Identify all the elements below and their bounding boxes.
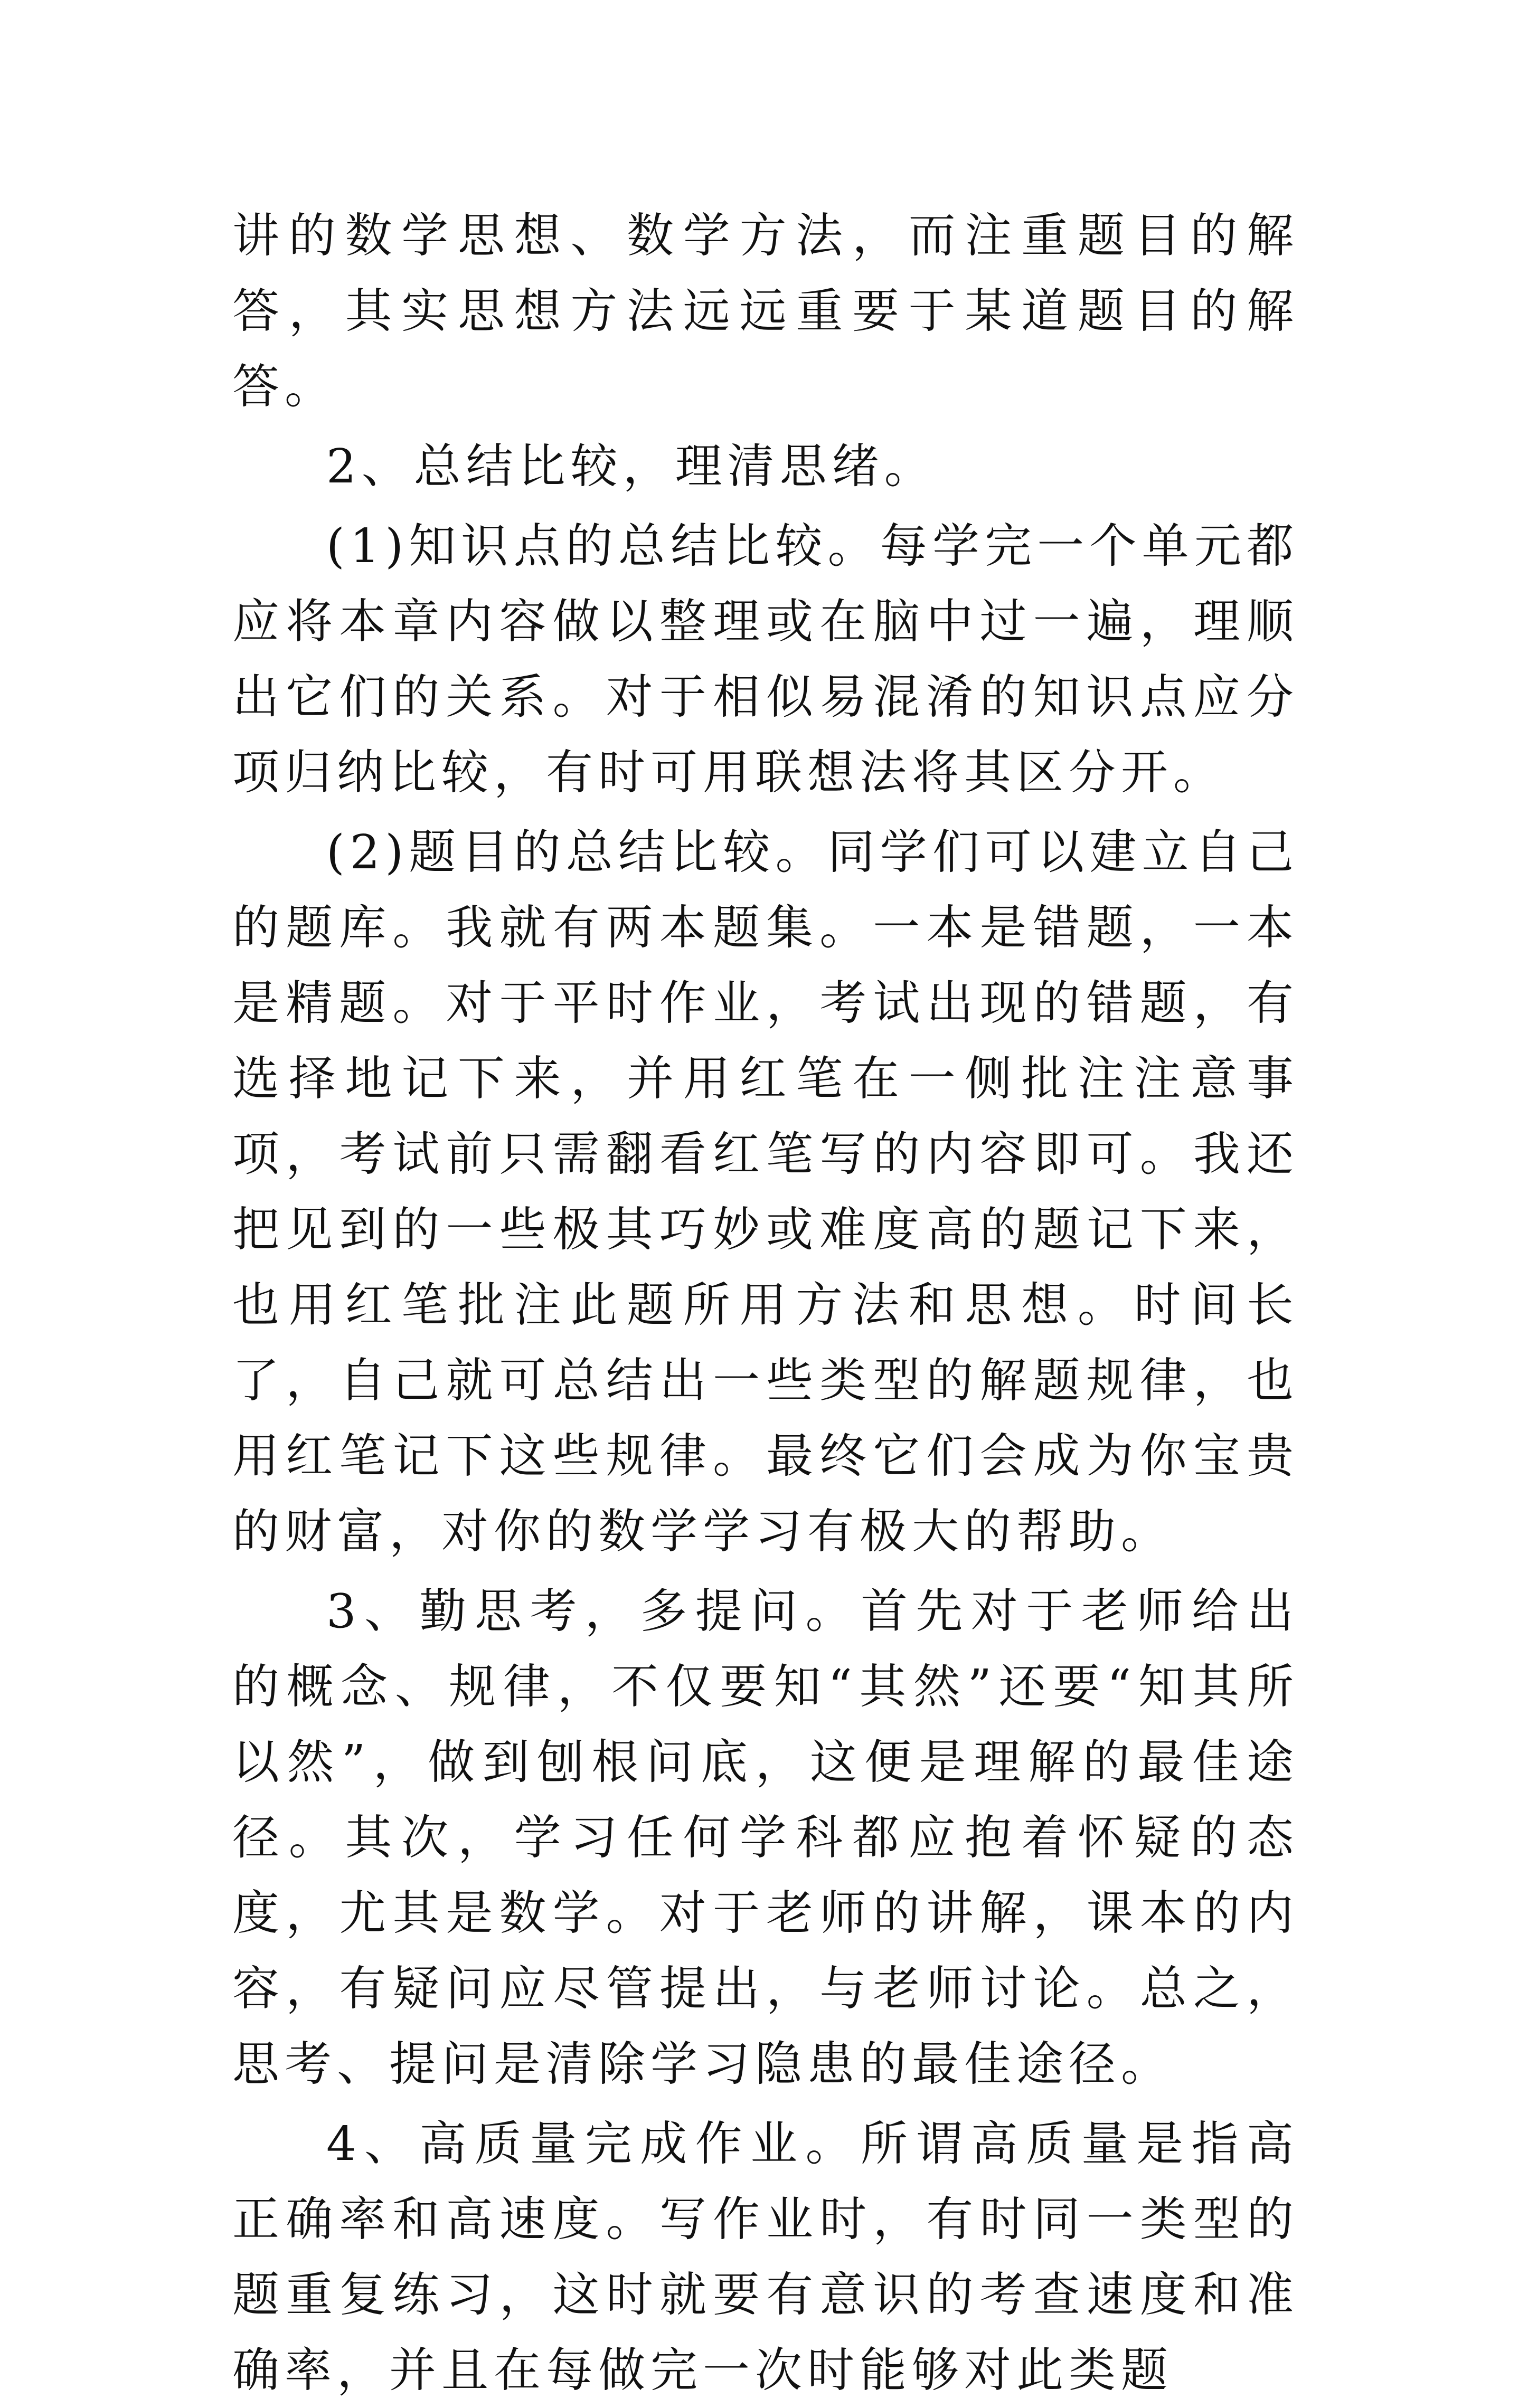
- paragraph-subpoint-2: (2)题目的总结比较。同学们可以建立自己的题库。我就有两本题集。一本是错题，一本是精题。对于平时作业，考试出现的错题，有选择地记下来，并用红笔在一侧批注注意事项，考试前只需翻看红笔写的内容即可。我还把见到的一些极其巧妙或难度高的题记下来，也用红笔批注此题所用方法和思想。时间长了，自己就可总结出一些类型的解题规律，也用红笔记下这些规律。最终它们会成为你宝贵的财富，对你的数学学习有极大的帮助。: [232, 824, 1299, 1559]
- paragraph-continuation: 讲的数学思想、数学方法，而注重题目的解答，其实思想方法远远重要于某道题目的解答。: [232, 208, 1299, 414]
- paragraph-point-2: 2、总结比较，理清思绪。: [326, 439, 937, 494]
- paragraph-point-3: 3、勤思考，多提问。首先对于老师给出的概念、规律，不仅要知“其然”还要“知其所以然”，做到刨根问底，这便是理解的最佳途径。其次，学习任何学科都应抱着怀疑的态度，尤其是数学。对于老师的讲解，课本的内容，有疑问应尽管提出，与老师讨论。总之，思考、提问是清除学习隐患的最佳途径。: [232, 1584, 1299, 2091]
- document-body: [232, 198, 1299, 2408]
- paragraph-subpoint-1: (1)知识点的总结比较。每学完一个单元都应将本章内容做以整理或在脑中过一遍，理顺出它们的关系。对于相似易混淆的知识点应分项归纳比较，有时可用联想法将其区分开。: [232, 518, 1299, 800]
- paragraph-point-4: 4、高质量完成作业。所谓高质量是指高正确率和高速度。写作业时，有时同一类型的题重复练习，这时就要有意识的考查速度和准确率，并且在每做完一次时能够对此类题: [232, 2116, 1299, 2397]
